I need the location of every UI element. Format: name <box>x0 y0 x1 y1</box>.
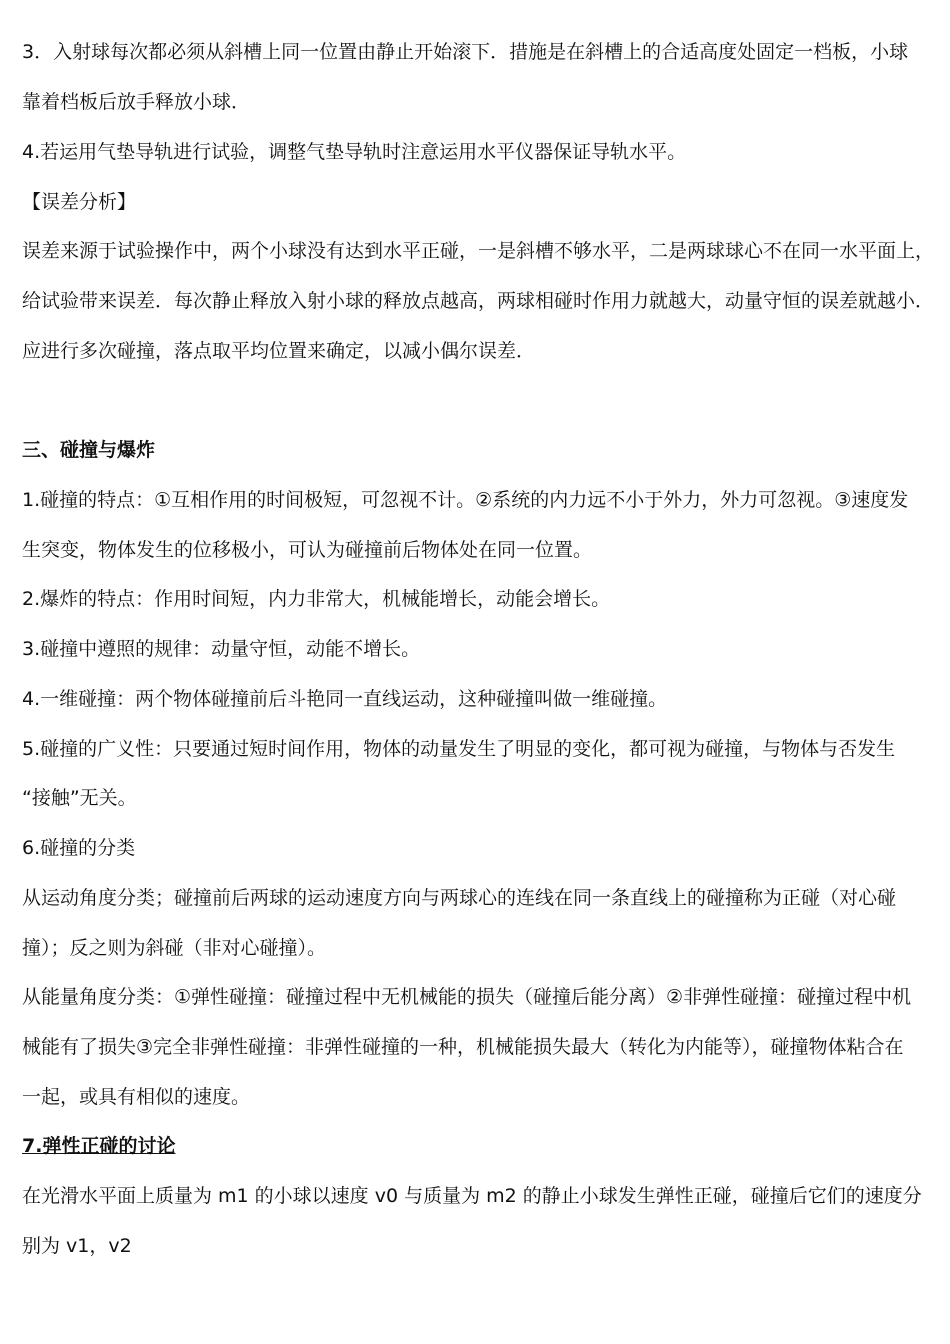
text-line: 给试验带来误差．每次静止释放入射小球的释放点越高，两球相碰时作用力就越大，动量守恒的误差就越小． <box>22 290 935 312</box>
text-line: 4.若运用气垫导轨进行试验，调整气垫导轨时注意运用水平仪器保证导轨水平。 <box>22 141 687 163</box>
text-line: 6.碰撞的分类 <box>22 837 136 859</box>
text-line: 应进行多次碰撞，落点取平均位置来确定，以减小偶尔误差． <box>22 340 536 362</box>
text-line: 生突变，物体发生的位移极小，可认为碰撞前后物体处在同一位置。 <box>22 539 593 561</box>
text-line: 械能有了损失③完全非弹性碰撞：非弹性碰撞的一种，机械能损失最大（转化为内能等），碰撞物体粘合在 <box>22 1036 904 1058</box>
text-line: 别为 v1，v2 <box>22 1235 132 1257</box>
text-line: 靠着档板后放手释放小球． <box>22 91 251 113</box>
text-line: 从运动角度分类；碰撞前后两球的运动速度方向与两球心的连线在同一条直线上的碰撞称为正碰（对心碰 <box>22 887 897 909</box>
text-line: “接触”无关。 <box>22 787 137 809</box>
text-line: 4.一维碰撞：两个物体碰撞前后斗艳同一直线运动，这种碰撞叫做一维碰撞。 <box>22 688 668 710</box>
text-line: 3．入射球每次都必须从斜槽上同一位置由静止开始滚下．措施是在斜槽上的合适高度处固定一档板，小球 <box>22 41 909 63</box>
subheading-elastic-collision: 7.弹性正碰的讨论 <box>22 1135 176 1157</box>
section-heading-collision: 三、碰撞与爆炸 <box>22 439 156 461</box>
text-line: 3.碰撞中遵照的规律：动量守恒，动能不增长。 <box>22 638 421 660</box>
text-line: 撞）；反之则为斜碰（非对心碰撞）。 <box>22 937 327 959</box>
text-line: 在光滑水平面上质量为 m1 的小球以速度 v0 与质量为 m2 的静止小球发生弹性正碰，碰撞后它们的速度分 <box>22 1185 922 1207</box>
text-line: 2.爆炸的特点：作用时间短，内力非常大，机械能增长，动能会增长。 <box>22 588 611 610</box>
text-line: 5.碰撞的广义性：只要通过短时间作用，物体的动量发生了明显的变化，都可视为碰撞，与物体与否发生 <box>22 738 896 760</box>
section-label-error-analysis: 【误差分析】 <box>22 191 137 213</box>
text-line: 误差来源于试验操作中，两个小球没有达到水平正碰，一是斜槽不够水平，二是两球球心不在同一水平面上， <box>22 240 935 262</box>
text-line: 1.碰撞的特点：①互相作用的时间极短，可忽视不计。②系统的内力远不小于外力，外力可忽视。③速度发 <box>22 489 909 511</box>
text-line: 一起，或具有相似的速度。 <box>22 1086 251 1108</box>
text-line: 从能量角度分类：①弹性碰撞：碰撞过程中无机械能的损失（碰撞后能分离）②非弹性碰撞：碰撞过程中机 <box>22 986 912 1008</box>
